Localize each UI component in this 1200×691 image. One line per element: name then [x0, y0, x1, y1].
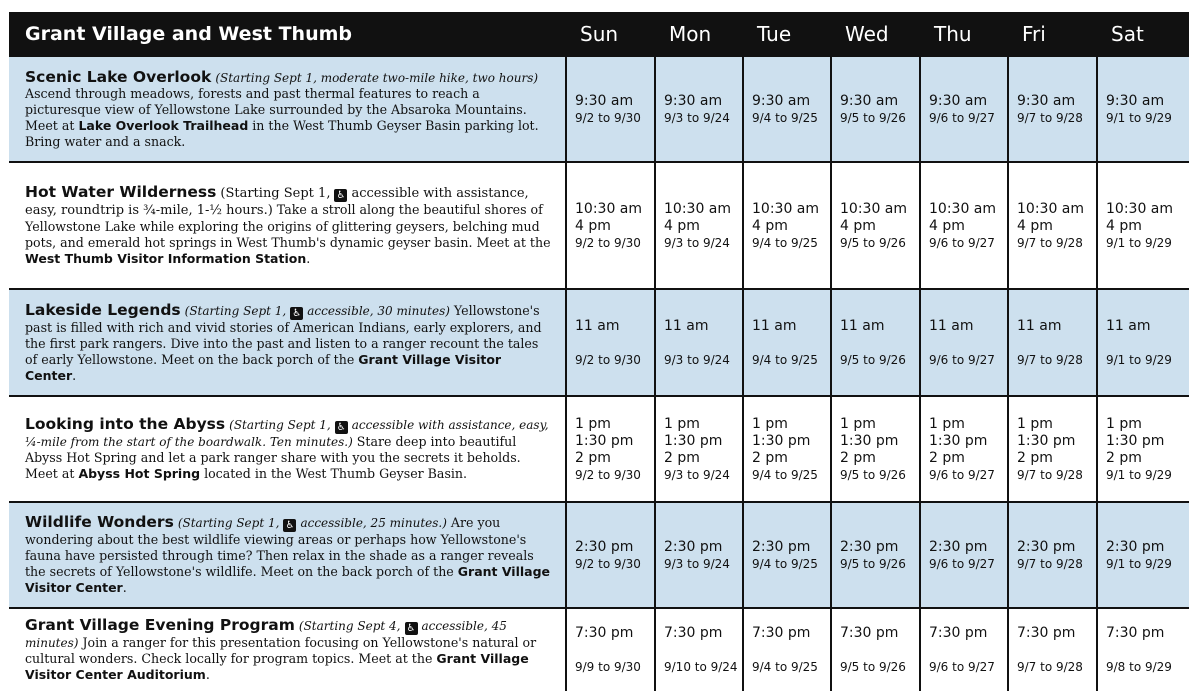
schedule-cell-fri — [1008, 162, 1097, 289]
program-details: (Starting Sept 1, — [177, 516, 280, 530]
schedule-cell-tue — [743, 608, 831, 691]
time: 11 am — [1106, 317, 1151, 334]
date-range: 9/2 to 9/30 — [575, 235, 641, 250]
schedule-cell-tue — [743, 56, 831, 162]
date-range: 9/2 to 9/30 — [575, 556, 641, 571]
date-range: 9/7 to 9/28 — [1017, 556, 1083, 571]
time: 1 pm — [1017, 415, 1053, 432]
schedule-cell-wed — [831, 396, 920, 502]
program-description — [9, 502, 566, 608]
schedule-cell-thu — [920, 396, 1008, 502]
program-details-rest: accessible, 25 minutes.) — [300, 516, 447, 530]
time: 2:30 pm — [1106, 538, 1165, 555]
program-row-hot-water-wilderness — [9, 162, 1189, 289]
program-details: (Starting Sept 1, — [220, 186, 331, 201]
time: 2 pm — [664, 449, 700, 466]
time: 11 am — [664, 317, 709, 334]
time: 7:30 pm — [929, 625, 988, 641]
time: 10:30 am — [752, 200, 820, 217]
date-range: 9/5 to 9/26 — [840, 235, 906, 250]
time: 9:30 am — [929, 92, 988, 109]
date-range: 9/4 to 9/25 — [752, 352, 818, 367]
wheelchair-accessible-icon: ♿ — [283, 519, 296, 532]
time: 1 pm — [575, 415, 611, 432]
program-details: (Starting Sept 1, moderate two-mile hike, two hours) — [215, 70, 539, 85]
schedule-cell-wed — [831, 608, 920, 691]
program-text-end: . — [122, 580, 127, 595]
schedule-cell-tue — [743, 502, 831, 608]
time: 1 pm — [840, 415, 876, 432]
meeting-location: Lake Overlook Trailhead — [78, 117, 249, 133]
program-text-end: . — [205, 667, 210, 682]
meeting-location: Grant Village Visitor Center — [25, 564, 551, 595]
schedule-cell-tue — [743, 396, 831, 502]
time: 4 pm — [575, 217, 611, 234]
program-row-looking-into-the-abyss — [9, 396, 1189, 502]
time: 2:30 pm — [752, 538, 811, 555]
program-text-end: . — [72, 367, 77, 383]
time: 7:30 pm — [1106, 625, 1165, 641]
time: 9:30 am — [752, 92, 811, 109]
schedule-cell-sat — [1097, 502, 1189, 608]
schedule-cell-sat — [1097, 608, 1189, 691]
time: 1:30 pm — [575, 432, 634, 449]
schedule-cell-thu — [920, 289, 1008, 396]
date-range: 9/5 to 9/26 — [840, 556, 906, 571]
date-range: 9/5 to 9/26 — [840, 467, 906, 482]
time: 4 pm — [1106, 217, 1142, 234]
date-range: 9/7 to 9/28 — [1017, 467, 1083, 482]
schedule-cell-thu — [920, 162, 1008, 289]
schedule-cell-sun — [566, 608, 655, 691]
schedule-cell-mon — [655, 56, 743, 162]
program-name: Looking into the Abyss — [25, 415, 226, 433]
program-row-lakeside-legends — [9, 289, 1189, 396]
time: 2:30 pm — [840, 538, 899, 555]
schedule-cell-sat — [1097, 396, 1189, 502]
time: 1 pm — [752, 415, 788, 432]
schedule-cell-sat — [1097, 56, 1189, 162]
program-description — [9, 396, 566, 502]
program-description — [9, 56, 566, 162]
program-name: Scenic Lake Overlook — [25, 67, 212, 86]
date-range: 9/10 to 9/24 — [664, 660, 738, 674]
schedule-cell-sat — [1097, 289, 1189, 396]
schedule-cell-wed — [831, 162, 920, 289]
time: 2 pm — [1106, 449, 1142, 466]
schedule-cell-mon — [655, 396, 743, 502]
schedule-cell-mon — [655, 502, 743, 608]
time: 10:30 am — [664, 200, 732, 217]
date-range: 9/4 to 9/25 — [752, 467, 818, 482]
date-range: 9/7 to 9/28 — [1017, 660, 1083, 674]
time: 2:30 pm — [929, 538, 988, 555]
program-details-rest: accessible, 45 minutes) — [25, 619, 507, 650]
date-range: 9/4 to 9/25 — [752, 660, 818, 674]
time: 9:30 am — [664, 92, 723, 109]
program-details-rest: accessible, 30 minutes) — [307, 303, 450, 318]
schedule-cell-tue — [743, 162, 831, 289]
schedule-cell-fri — [1008, 289, 1097, 396]
time: 1:30 pm — [929, 432, 988, 449]
program-text: Are you wondering about the best wildlife viewing areas or perhaps how Yellowstone's fauna have persisted through time? Then relax in the shade as a ranger reveals the secrets of Yellowstone's wildlife. Meet on the back porch of the — [25, 515, 534, 579]
time: 11 am — [840, 317, 885, 334]
date-range: 9/5 to 9/26 — [840, 110, 906, 125]
program-text-end: . — [306, 251, 311, 266]
date-range: 9/6 to 9/27 — [929, 352, 995, 367]
program-text: Ascend through meadows, forests and past thermal features to reach a picturesque view of Yellowstone Lake surrounded by the Absaroka Mountains. Meet at — [25, 85, 527, 133]
date-range: 9/4 to 9/25 — [752, 110, 818, 125]
date-range: 9/5 to 9/26 — [840, 660, 906, 674]
time: 10:30 am — [1106, 200, 1174, 217]
wheelchair-accessible-icon: ♿ — [334, 189, 347, 202]
time: 2 pm — [575, 449, 611, 466]
schedule-cell-mon — [655, 162, 743, 289]
program-description — [9, 289, 566, 396]
program-details-rest: accessible with assistance, easy, roundtrip is ¾-mile, 1-½ hours.) — [25, 186, 529, 218]
date-range: 9/2 to 9/30 — [575, 352, 641, 367]
date-range: 9/2 to 9/30 — [575, 467, 641, 482]
time: 7:30 pm — [1017, 625, 1076, 641]
time: 1:30 pm — [1106, 432, 1165, 449]
program-text: Stare deep into beautiful Abyss Hot Spring and let a park ranger share with you the secrets it beholds. Meet at — [25, 434, 521, 481]
day-header-tue: Tue — [757, 21, 792, 46]
schedule-cell-sun — [566, 396, 655, 502]
program-row-wildlife-wonders — [9, 502, 1189, 608]
schedule-cell-wed — [831, 56, 920, 162]
time: 1 pm — [929, 415, 965, 432]
meeting-location: Abyss Hot Spring — [78, 466, 201, 481]
schedule-cell-sun — [566, 162, 655, 289]
date-range: 9/3 to 9/24 — [664, 556, 730, 571]
time: 9:30 am — [1106, 92, 1165, 109]
date-range: 9/5 to 9/26 — [840, 352, 906, 367]
time: 9:30 am — [1017, 92, 1076, 109]
time: 10:30 am — [929, 200, 997, 217]
time: 7:30 pm — [664, 625, 723, 641]
schedule-cell-mon — [655, 289, 743, 396]
time: 2:30 pm — [1017, 538, 1076, 555]
schedule-cell-wed — [831, 289, 920, 396]
date-range: 9/3 to 9/24 — [664, 352, 730, 367]
date-range: 9/1 to 9/29 — [1106, 352, 1172, 367]
program-description — [9, 608, 566, 691]
time: 1:30 pm — [840, 432, 899, 449]
schedule-table — [9, 12, 1189, 691]
program-description — [9, 162, 566, 289]
time: 1:30 pm — [752, 432, 811, 449]
meeting-location: Grant Village Visitor Center Auditorium — [25, 651, 529, 682]
program-text-end: located in the West Thumb Geyser Basin. — [200, 466, 468, 481]
date-range: 9/3 to 9/24 — [664, 235, 730, 250]
time: 1:30 pm — [664, 432, 723, 449]
time: 11 am — [752, 317, 797, 334]
schedule-cell-wed — [831, 502, 920, 608]
date-range: 9/4 to 9/25 — [752, 556, 818, 571]
program-details: (Starting Sept 1, — [229, 418, 331, 432]
time: 4 pm — [929, 217, 965, 234]
date-range: 9/1 to 9/29 — [1106, 467, 1172, 482]
day-header-fri: Fri — [1022, 21, 1046, 46]
date-range: 9/6 to 9/27 — [929, 467, 995, 482]
time: 10:30 am — [1017, 200, 1085, 217]
time: 7:30 pm — [575, 625, 634, 641]
date-range: 9/6 to 9/27 — [929, 660, 995, 674]
time: 2 pm — [929, 449, 965, 466]
time: 7:30 pm — [752, 625, 811, 641]
time: 4 pm — [664, 217, 700, 234]
schedule-cell-fri — [1008, 608, 1097, 691]
wheelchair-accessible-icon: ♿ — [290, 307, 303, 320]
date-range: 9/7 to 9/28 — [1017, 235, 1083, 250]
schedule-cell-fri — [1008, 502, 1097, 608]
time: 2 pm — [752, 449, 788, 466]
date-range: 9/9 to 9/30 — [575, 660, 641, 674]
program-details-rest: accessible with assistance, easy, ¼-mile from the start of the boardwalk. Ten minutes.) — [25, 418, 549, 449]
day-header-wed: Wed — [845, 21, 889, 46]
program-name: Lakeside Legends — [25, 300, 181, 319]
program-details: (Starting Sept 4, — [298, 619, 401, 633]
date-range: 9/1 to 9/29 — [1106, 110, 1172, 125]
schedule-cell-fri — [1008, 56, 1097, 162]
meeting-location: Grant Village Visitor Center — [25, 351, 502, 383]
time: 11 am — [575, 317, 620, 334]
time: 2:30 pm — [664, 538, 723, 555]
date-range: 9/8 to 9/29 — [1106, 660, 1172, 674]
program-name: Wildlife Wonders — [25, 513, 174, 531]
day-header-sun: Sun — [580, 21, 619, 46]
schedule-cell-thu — [920, 56, 1008, 162]
program-row-evening-program — [9, 608, 1189, 691]
meeting-location: West Thumb Visitor Information Station — [25, 251, 307, 266]
date-range: 9/6 to 9/27 — [929, 235, 995, 250]
schedule-cell-sun — [566, 289, 655, 396]
time: 1 pm — [1106, 415, 1142, 432]
program-name: Grant Village Evening Program — [25, 616, 295, 634]
day-header-sat: Sat — [1111, 21, 1144, 46]
program-details: (Starting Sept 1, — [184, 303, 287, 318]
program-text: Join a ranger for this presentation focusing on Yellowstone's natural or cultural wonders. Check locally for program topics. Meet at the — [25, 635, 537, 666]
program-text: Take a stroll along the beautiful shores of Yellowstone Lake while exploring the origins of glittering geysers, belching mud pots, and emerald hot springs in West Thumb's dynamic geyser basin. Meet at the — [25, 202, 551, 250]
time: 9:30 am — [840, 92, 899, 109]
wheelchair-accessible-icon: ♿ — [405, 622, 418, 635]
time: 4 pm — [840, 217, 876, 234]
date-range: 9/6 to 9/27 — [929, 110, 995, 125]
program-row-scenic-lake-overlook — [9, 56, 1189, 162]
time: 7:30 pm — [840, 625, 899, 641]
schedule-cell-thu — [920, 608, 1008, 691]
date-range: 9/1 to 9/29 — [1106, 556, 1172, 571]
time: 2 pm — [1017, 449, 1053, 466]
time: 11 am — [929, 317, 974, 334]
time: 2:30 pm — [575, 538, 634, 555]
program-text: Yellowstone's past is filled with rich and vivid stories of American Indians, early explorers, and the first park rangers. Dive into the past and listen to a ranger recount the tales of early Yellowstone. Meet on the back porch of the — [25, 302, 542, 367]
schedule-cell-fri — [1008, 396, 1097, 502]
time: 4 pm — [1017, 217, 1053, 234]
program-text-end: in the West Thumb Geyser Basin parking lot. Bring water and a snack. — [25, 117, 539, 149]
time: 10:30 am — [840, 200, 908, 217]
date-range: 9/2 to 9/30 — [575, 110, 641, 125]
time: 2 pm — [840, 449, 876, 466]
date-range: 9/3 to 9/24 — [664, 110, 730, 125]
time: 1 pm — [664, 415, 700, 432]
time: 9:30 am — [575, 92, 634, 109]
day-header-mon: Mon — [669, 21, 712, 46]
date-range: 9/3 to 9/24 — [664, 467, 730, 482]
date-range: 9/7 to 9/28 — [1017, 352, 1083, 367]
schedule-cell-thu — [920, 502, 1008, 608]
schedule-cell-tue — [743, 289, 831, 396]
schedule-cell-sat — [1097, 162, 1189, 289]
header-row — [9, 12, 1189, 56]
schedule-cell-sun — [566, 56, 655, 162]
time: 4 pm — [752, 217, 788, 234]
program-name: Hot Water Wilderness — [25, 183, 217, 201]
date-range: 9/7 to 9/28 — [1017, 110, 1083, 125]
table-title: Grant Village and West Thumb — [25, 22, 352, 45]
day-header-thu: Thu — [934, 21, 972, 46]
schedule-cell-sun — [566, 502, 655, 608]
time: 10:30 am — [575, 200, 643, 217]
schedule-cell-mon — [655, 608, 743, 691]
date-range: 9/4 to 9/25 — [752, 235, 818, 250]
time: 1:30 pm — [1017, 432, 1076, 449]
date-range: 9/6 to 9/27 — [929, 556, 995, 571]
time: 11 am — [1017, 317, 1062, 334]
wheelchair-accessible-icon: ♿ — [335, 421, 348, 434]
date-range: 9/1 to 9/29 — [1106, 235, 1172, 250]
